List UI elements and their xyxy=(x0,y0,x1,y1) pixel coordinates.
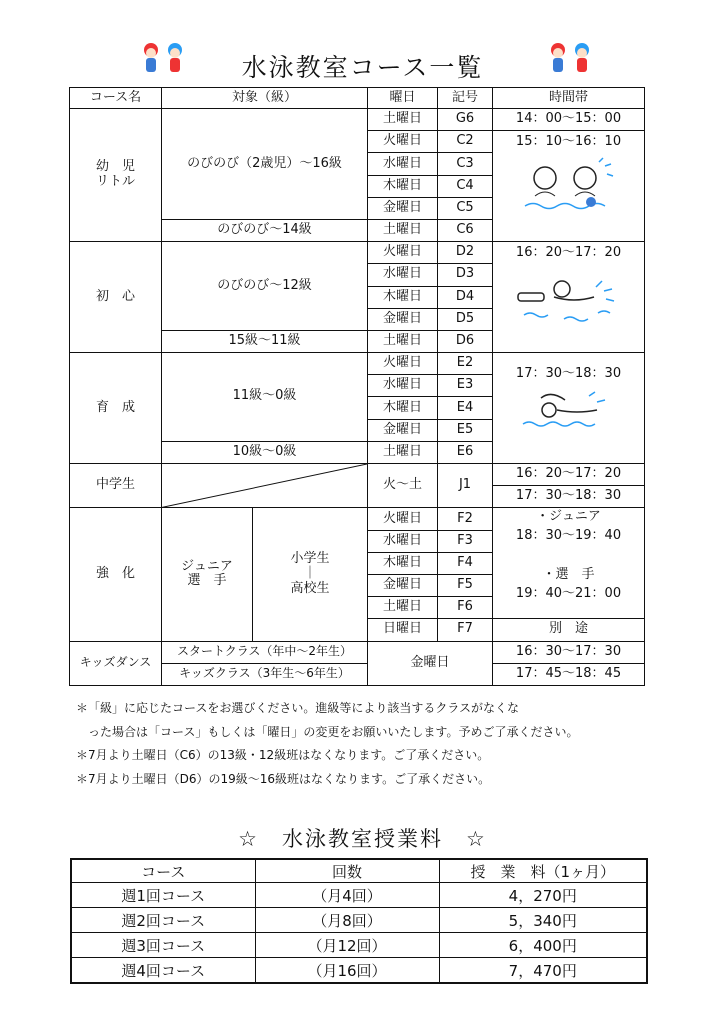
header-course: コース名 xyxy=(70,88,162,109)
code-cell: D5 xyxy=(438,308,493,330)
fee-course: 週2回コース xyxy=(71,908,255,933)
fee-header-course: コース xyxy=(71,859,255,883)
time-text: 16：20～17：20 xyxy=(515,245,622,261)
fee-row xyxy=(71,883,647,908)
code-cell: F2 xyxy=(438,508,493,530)
course-name-shoshin: 初 心 xyxy=(70,242,162,353)
senshu-label: ・選 手 xyxy=(542,567,595,583)
fee-header-row xyxy=(71,859,647,883)
day-cell: 火～土 xyxy=(368,464,438,508)
note-line: った場合は「コース」もしくは「曜日」の変更をお願いいたします。予めご了承ください。 xyxy=(76,724,579,739)
target-cell: キッズクラス（3年生～6年生） xyxy=(162,663,368,685)
code-cell: F3 xyxy=(438,530,493,552)
time-cell: 16：30～17：30 xyxy=(493,641,645,663)
swimmer-illustration xyxy=(519,388,619,434)
fee-count: （月12回） xyxy=(255,933,439,958)
day-cell: 金曜日 xyxy=(368,197,438,219)
diagonal-strike-line xyxy=(162,464,367,507)
day-cell: 土曜日 xyxy=(368,219,438,241)
fee-row xyxy=(71,933,647,958)
time-cell: 17：30～18：30 xyxy=(493,486,645,508)
code-cell: E3 xyxy=(438,375,493,397)
course-name-chugaku: 中学生 xyxy=(70,464,162,508)
day-cell: 木曜日 xyxy=(368,552,438,574)
day-cell: 木曜日 xyxy=(368,286,438,308)
course-name-kyoka: 強 化 xyxy=(70,508,162,641)
time-cell xyxy=(493,508,645,619)
code-cell: E2 xyxy=(438,353,493,375)
header-time: 時間帯 xyxy=(493,88,645,109)
code-cell: F5 xyxy=(438,574,493,596)
day-cell: 水曜日 xyxy=(368,264,438,286)
code-cell: D2 xyxy=(438,242,493,264)
code-cell: F7 xyxy=(438,619,493,641)
target-cell-junior xyxy=(162,508,253,641)
day-cell: 木曜日 xyxy=(368,397,438,419)
time-cell xyxy=(493,131,645,242)
fee-header-count: 回数 xyxy=(255,859,439,883)
note-line: ＊7月より土曜日（D6）の19級～16級班はなくなります。ご了承ください。 xyxy=(76,771,491,786)
day-cell: 水曜日 xyxy=(368,530,438,552)
fee-table xyxy=(70,858,648,984)
fee-row xyxy=(71,908,647,933)
day-cell: 火曜日 xyxy=(368,131,438,153)
target-cell: 10級～0級 xyxy=(162,441,368,463)
day-cell: 金曜日 xyxy=(368,419,438,441)
table-row xyxy=(70,242,645,264)
junior-time: 18：30～19：40 xyxy=(515,528,622,544)
day-cell: 土曜日 xyxy=(368,109,438,131)
code-cell: F4 xyxy=(438,552,493,574)
table-row xyxy=(70,464,645,486)
table-row xyxy=(70,353,645,375)
course-name-ikusei: 育 成 xyxy=(70,353,162,464)
header-day: 曜日 xyxy=(368,88,438,109)
time-text: 15：10～16：10 xyxy=(515,134,622,150)
code-cell: E5 xyxy=(438,419,493,441)
target-line: ｜ xyxy=(303,565,317,581)
day-cell: 金曜日 xyxy=(368,641,493,685)
target-line: 高校生 xyxy=(290,580,330,596)
time-cell xyxy=(493,353,645,464)
day-cell: 水曜日 xyxy=(368,153,438,175)
time-cell: 17：45～18：45 xyxy=(493,663,645,685)
fee-title: ☆ 水泳教室授業料 ☆ xyxy=(238,827,487,851)
header-code: 記号 xyxy=(438,88,493,109)
course-name-youji xyxy=(70,109,162,242)
day-cell: 水曜日 xyxy=(368,375,438,397)
fee-price: 5，340円 xyxy=(439,908,647,933)
course-name-line: リトル xyxy=(95,174,135,190)
time-cell: 別 途 xyxy=(493,619,645,641)
kid-kicking-illustration xyxy=(514,267,624,327)
target-cell: 11級～0級 xyxy=(162,353,368,442)
fee-count: （月8回） xyxy=(255,908,439,933)
code-cell: C3 xyxy=(438,153,493,175)
fee-header-price: 授 業 料（1ヶ月） xyxy=(439,859,647,883)
target-cell-grade xyxy=(253,508,368,641)
course-name-kids: キッズダンス xyxy=(70,641,162,685)
day-cell: 土曜日 xyxy=(368,441,438,463)
note-line: ＊7月より土曜日（C6）の13級・12級班はなくなります。ご了承ください。 xyxy=(76,748,490,762)
target-line: ジュニア xyxy=(181,558,233,574)
target-cell: のびのび（2歳児）～16級 xyxy=(162,109,368,220)
junior-label: ・ジュニア xyxy=(536,509,601,525)
target-cell-empty xyxy=(162,464,368,508)
fee-price: 7，470円 xyxy=(439,958,647,984)
code-cell: D3 xyxy=(438,264,493,286)
fee-count: （月16回） xyxy=(255,958,439,984)
time-cell: 14：00～15：00 xyxy=(493,109,645,131)
fee-row xyxy=(71,958,647,984)
note-line: ＊「級」に応じたコースをお選びください。進級等により該当するクラスがなくな xyxy=(76,701,520,715)
fee-course: 週3回コース xyxy=(71,933,255,958)
table-row xyxy=(70,508,645,530)
day-cell: 木曜日 xyxy=(368,175,438,197)
day-cell: 火曜日 xyxy=(368,353,438,375)
target-line: 選 手 xyxy=(187,573,227,589)
code-cell: J1 xyxy=(438,464,493,508)
table-row xyxy=(70,641,645,663)
code-cell: C6 xyxy=(438,219,493,241)
time-cell xyxy=(493,242,645,353)
header-target: 対象（級） xyxy=(162,88,368,109)
code-cell: E4 xyxy=(438,397,493,419)
time-cell: 16：20～17：20 xyxy=(493,464,645,486)
time-text: 17：30～18：30 xyxy=(515,366,622,382)
target-line: 小学生 xyxy=(290,551,330,567)
code-cell: D6 xyxy=(438,330,493,352)
table-header-row xyxy=(70,88,645,109)
kids-splashing-illustration xyxy=(521,156,617,218)
table-row xyxy=(70,109,645,131)
code-cell: G6 xyxy=(438,109,493,131)
notes xyxy=(76,697,578,791)
code-cell: E6 xyxy=(438,441,493,463)
day-cell: 土曜日 xyxy=(368,330,438,352)
fee-course: 週4回コース xyxy=(71,958,255,984)
day-cell: 金曜日 xyxy=(368,574,438,596)
course-name-line: 幼 児 xyxy=(95,159,135,175)
code-cell: C2 xyxy=(438,131,493,153)
senshu-time: 19：40～21：00 xyxy=(515,586,622,602)
target-cell: のびのび～12級 xyxy=(162,242,368,331)
target-cell: のびのび～14級 xyxy=(162,219,368,241)
page-title: 水泳教室コース一覧 xyxy=(241,53,484,82)
fee-price: 4，270円 xyxy=(439,883,647,908)
course-schedule-table xyxy=(69,87,645,686)
day-cell: 金曜日 xyxy=(368,308,438,330)
day-cell: 火曜日 xyxy=(368,508,438,530)
fee-price: 6，400円 xyxy=(439,933,647,958)
fee-count: （月4回） xyxy=(255,883,439,908)
code-cell: C4 xyxy=(438,175,493,197)
code-cell: F6 xyxy=(438,597,493,619)
fee-course: 週1回コース xyxy=(71,883,255,908)
day-cell: 火曜日 xyxy=(368,242,438,264)
day-cell: 日曜日 xyxy=(368,619,438,641)
code-cell: C5 xyxy=(438,197,493,219)
target-cell: スタートクラス（年中～2年生） xyxy=(162,641,368,663)
code-cell: D4 xyxy=(438,286,493,308)
day-cell: 土曜日 xyxy=(368,597,438,619)
target-cell: 15級～11級 xyxy=(162,330,368,352)
